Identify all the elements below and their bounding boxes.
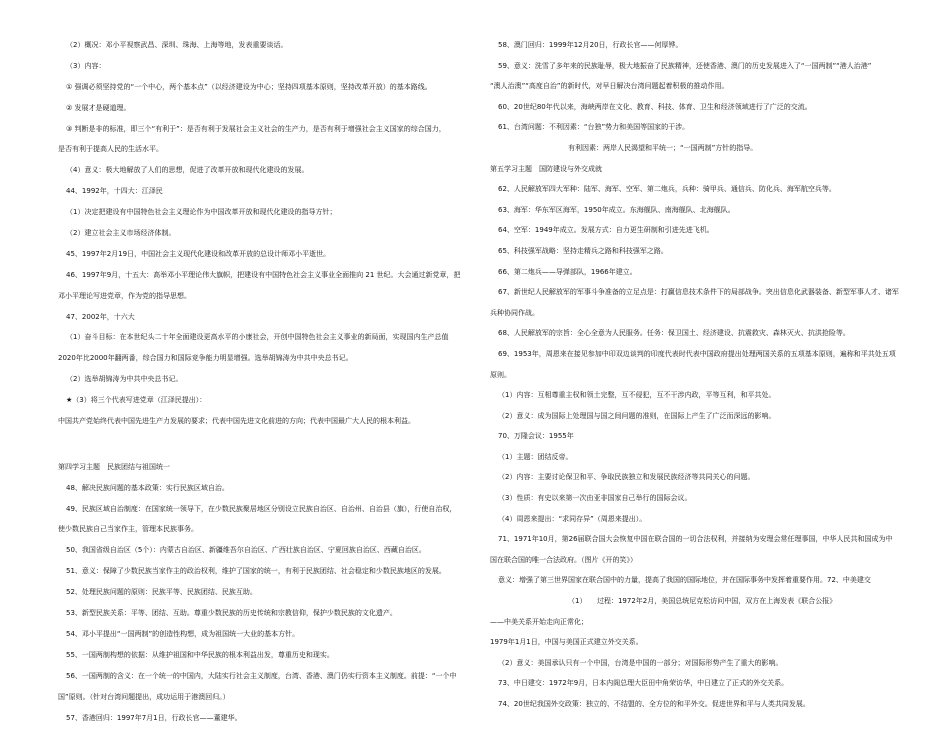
left-text-line: ③ 判断是非的标准，即三个“有利于”：是否有利于发展社会主义社会的生产力，是否有利于增强社会主义国家的综合国力， [66,124,446,133]
right-text-line: 67、新世纪人民解放军的军事斗争准备的立足点是：打赢信息技术条件下的局部战争。突出信息化武器装备、新型军事人才、诸军 [498,288,899,297]
right-text-line: （1）主题：团结反帝。 [498,452,573,461]
left-text-line: 47、2002年，十六大 [66,312,135,321]
right-text-line: 73、中日建交：1972年9月，日本内阁总理大臣田中角荣访华，中日建立了正式的外交关系。 [498,679,789,688]
left-text-line: 2020年比2000年翻两番，综合国力和国际竞争能力明显增强。选举胡锦涛为中共中央总书记。 [58,354,353,363]
right-text-line: 61、台湾问题：不利因素：“台独”势力和美国等国家的干涉。 [498,123,690,132]
right-text-line: 兵种协同作战。 [490,308,539,317]
left-text-line: 54、邓小平提出“一国两制”的创造性构想，成为祖国统一大业的基本方针。 [66,629,300,638]
right-text-line: 63、海军：华东军区海军，1950年成立。东海舰队、南海舰队、北海舰队。 [498,205,735,214]
right-text-line: 58、澳门回归：1999年12月20日，行政长官——何厚铧。 [498,41,683,49]
left-text-line: 51、意义：保障了少数民族当家作主的政治权利，维护了国家的统一，有利于民族团结、社会稳定和少数民族地区的发展。 [66,567,446,576]
left-text-line: 53、新型民族关系：平等、团结、互助。尊重少数民族的历史传统和宗教信仰，保护少数民族的文化遗产。 [66,609,397,618]
left-text-line: ② 发展才是硬道理。 [66,103,131,112]
left-text-line: 55、一国两制构想的依据：从维护祖国和中华民族的根本利益出发，尊重历史和现实。 [66,650,334,659]
right-column [490,40,900,720]
right-text-line: （4）周恩来提出：“求同存异”（周恩来提出）。 [498,514,647,523]
left-column [58,40,468,733]
left-text-line: 49、民族区域自治制度：在国家统一领导下，在少数民族聚居地区分别设立民族自治区、自治州、自治县（旗），行使自治权， [66,504,457,513]
right-text-line: （1） 过程：1972年2月，美国总统尼克松访问中国，双方在上海发表《联合公报》 [568,597,837,606]
left-text-line: 44、1992年，十四大：江泽民 [66,187,163,196]
right-text-line: 71、1971年10月，第26届联合国大会恢复中国在联合国的一切合法权利，并接纳为安理会常任理事国，中华人民共和国成为中 [498,535,893,544]
right-text-line: 68、人民解放军的宗旨：全心全意为人民服务。任务：保卫国土、经济建设、抗震救灾、森林灭火、抗洪抢险等。 [498,329,850,338]
left-text-line: 第四学习主题 民族团结与祖国统一 [58,462,170,471]
left-text-line: 使少数民族自己当家作主，管理本民族事务。 [58,525,198,534]
right-text-line: （2）意义：成为国际上处理国与国之间问题的准则，在国际上产生了广泛而深远的影响。 [498,411,776,420]
right-text-line: 国在联合国的唯一合法政府。（图片《开的笑》） [490,555,637,564]
right-text-line: 65、科技强军战略：坚持走精兵之路和科技强军之路。 [498,246,668,255]
left-text-line: （2）建立社会主义市场经济体制。 [66,229,176,238]
left-text-line: （2）概况：邓小平视察武昌、深圳、珠海、上海等地，发表重要谈话。 [66,41,288,49]
right-text-line: 第五学习主题 国防建设与外交成就 [490,164,602,173]
left-text-line: 是否有利于提高人民的生活水平。 [58,145,163,154]
right-text-line: 60、20世纪80年代以来，海峡两岸在文化、教育、科技、体育、卫生和经济领域进行了广泛的交流。 [498,102,812,111]
left-text-line: ★（3）将三个代表写进党章（江泽民提出）： [66,396,207,405]
right-text-line: 70、万隆会议：1955年 [498,432,574,441]
right-text-line: （3）性质：有史以来第一次由亚非国家自己举行的国际会议。 [498,494,692,503]
right-text-line: “澳人治澳”“高度自治”的新时代，对早日解决台湾问题起着积极的推动作用。 [490,82,729,91]
right-text-line: 有利因素：两岸人民渴望和平统一；“一国两制”方针的指导。 [568,143,758,152]
left-text-line: 46、1997年9月，十五大：高举邓小平理论伟大旗帜，把建设有中国特色社会主义事业全面推向 21 世纪。大会通过新党章，把 [66,270,461,279]
left-text-line: （1）决定把建设有中国特色社会主义理论作为中国改革开放和现代化建设的指导方针； [66,208,337,217]
left-text-line: 国”原则。（针对台湾问题提出，成功运用于港澳回归。） [58,692,230,701]
left-text-line: 48、解决民族问题的基本政策：实行民族区域自治。 [66,483,229,492]
right-text-line: 66、第二炮兵——导弹部队，1966年建立。 [498,267,637,276]
right-text-line: 意义：增强了第三世界国家在联合国中的力量，提高了我国的国际地位，并在国际事务中发挥着重要作用。72、中美建交 [498,576,871,585]
left-text-line: （2）选举胡锦涛为中共中央总书记。 [66,375,183,384]
right-text-line: （2）意义：美国承认只有一个中国，台湾是中国的一部分；对国际形势产生了重大的影响。 [498,658,783,667]
right-text-line: 原则。 [490,370,511,379]
right-text-line: （2）内容：主要讨论保卫和平、争取民族独立和发展民族经济等共同关心的问题。 [498,473,755,482]
left-text-line: （1）奋斗目标：在本世纪头二十年全面建设更高水平的小康社会，开创中国特色社会主义事业的新局面，实现国内生产总值 [66,333,449,342]
right-text-line: （1）内容：互相尊重主权和领土完整，互不侵犯，互不干涉内政，平等互利，和平共处。 [498,391,776,400]
right-text-line: 74、20世纪我国外交政策：独立的、不结盟的、全方位的和平外交。促进世界和平与人类共同发展。 [498,700,810,708]
left-text-line: 45、1997年2月19日，中国社会主义现代化建设和改革开放的总设计师邓小平逝世。 [66,249,331,258]
right-text-line: 69、1953年，周恩来在接见参加中印双边谈判的印度代表时代表中国政府提出处理两国关系的五项基本原则，遍称和平共处五项 [498,349,896,358]
left-text-line: 56、一国两制的含义：在一个统一的中国内，大陆实行社会主义制度，台湾、香港、澳门仍实行资本主义制度。前提：“一个中 [66,671,457,680]
left-text-line: 邓小平理论写进党章，作为党的指导思想。 [58,291,191,300]
right-text-line: 1979年1月1日，中国与美国正式建立外交关系。 [490,638,643,647]
right-text-line: ——中美关系开始走向正常化； [490,617,588,626]
left-spacer [58,437,468,451]
left-text-line: ① 强调必须坚持党的“一个中心，两个基本点”（以经济建设为中心；坚持四项基本原则，坚持改革开放）的基本路线。 [66,82,432,91]
right-text-line: 62、人民解放军四大军种：陆军、海军、空军、第二炮兵，兵种：骑甲兵、通信兵、防化兵、海军航空兵等。 [498,185,836,194]
left-text-line: （3）内容： [66,61,106,70]
left-text-line: 中国共产党始终代表中国先进生产力发展的要求；代表中国先进文化前进的方向；代表中国最广大人民的根本利益。 [58,417,415,426]
left-text-line: （4）意义：极大地解放了人们的思想，促进了改革开放和现代化建设的发展。 [66,166,309,175]
left-text-line: 50、我国省级自治区（5个）：内蒙古自治区、新疆维吾尔自治区、广西壮族自治区、宁夏回族自治区、西藏自治区。 [66,546,426,555]
right-text-line: 59、意义：洗雪了多年来的民族耻辱，极大地振奋了民族精神，还使香港、澳门的历史发展进入了“一国两制”“港人治港” [498,61,872,70]
right-text-line: 64、空军：1949年成立。发展方式：自力更生研制和引进先进飞机。 [498,226,714,235]
left-text-line: 52、处理民族问题的原则：民族平等、民族团结、民族互助。 [66,588,257,597]
left-text-line: 57、香港回归：1997年7月1日，行政长官——董建华。 [66,713,242,722]
